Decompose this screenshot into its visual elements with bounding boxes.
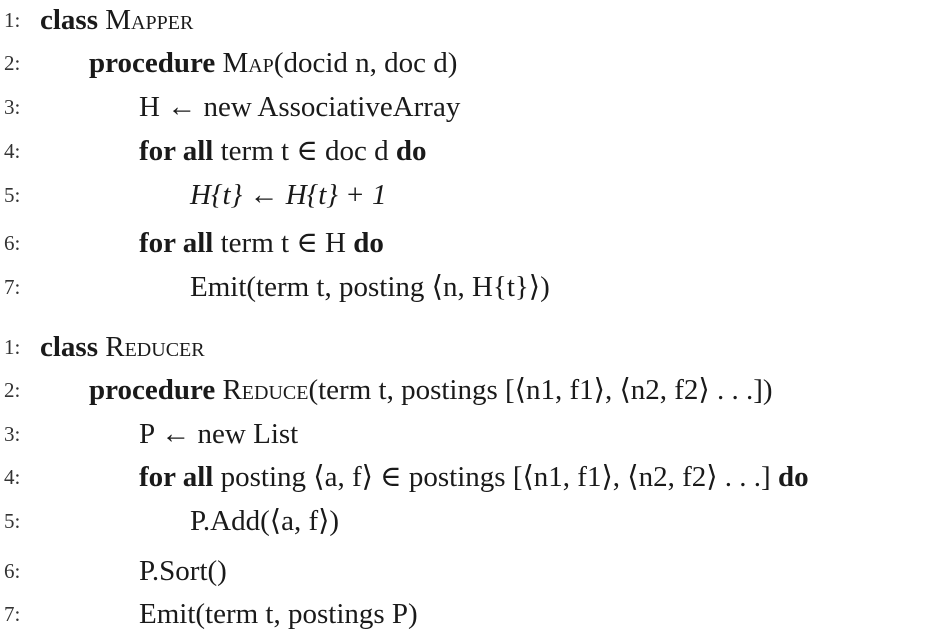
line-number: 4: xyxy=(4,139,21,163)
statement: Emit(term t, postings P) xyxy=(139,598,418,630)
statement: H ← new AssociativeArray xyxy=(139,91,461,123)
procedure-name: Reduce xyxy=(222,374,309,406)
class-name: Mapper xyxy=(105,4,194,36)
line-number: 7: xyxy=(4,602,21,626)
keyword-do: do xyxy=(777,461,809,493)
statement: Emit(term t, posting ⟨n, H{t}⟩) xyxy=(190,271,550,303)
statement: P.Add(⟨a, f⟩) xyxy=(190,505,340,537)
line-number: 6: xyxy=(4,231,21,255)
line-number: 3: xyxy=(4,422,21,446)
loop-condition: posting ⟨a, f⟩ ∈ postings [⟨n1, f1⟩, ⟨n2, f2⟩ . . .] xyxy=(220,461,771,493)
statement: H{t} ← H{t} + 1 xyxy=(190,179,387,211)
line-number: 1: xyxy=(4,8,21,32)
line-number: 5: xyxy=(4,509,21,533)
keyword-do: do xyxy=(353,227,384,259)
keyword: for all xyxy=(139,135,214,167)
statement: P ← new List xyxy=(139,418,299,450)
loop-condition: term t ∈ doc d xyxy=(220,135,389,167)
keyword-do: do xyxy=(395,135,427,167)
line-number: 6: xyxy=(4,559,21,583)
procedure-name: Map xyxy=(222,47,274,79)
line-number: 2: xyxy=(4,51,21,75)
keyword: procedure xyxy=(89,374,216,406)
line-number: 1: xyxy=(4,335,21,359)
keyword: for all xyxy=(139,227,214,259)
line-number: 5: xyxy=(4,183,21,207)
keyword: procedure xyxy=(89,47,216,79)
procedure-args: (docid n, doc d) xyxy=(273,47,458,79)
keyword: class xyxy=(40,331,98,363)
line-number: 2: xyxy=(4,378,21,402)
class-name: Reducer xyxy=(105,331,205,363)
statement: P.Sort() xyxy=(139,555,227,587)
line-number: 7: xyxy=(4,275,21,299)
loop-condition: term t ∈ H xyxy=(220,227,346,259)
keyword: for all xyxy=(139,461,214,493)
line-number: 4: xyxy=(4,465,21,489)
keyword: class xyxy=(40,4,98,36)
line-number: 3: xyxy=(4,95,21,119)
procedure-args: (term t, postings [⟨n1, f1⟩, ⟨n2, f2⟩ . . .]) xyxy=(308,374,773,406)
